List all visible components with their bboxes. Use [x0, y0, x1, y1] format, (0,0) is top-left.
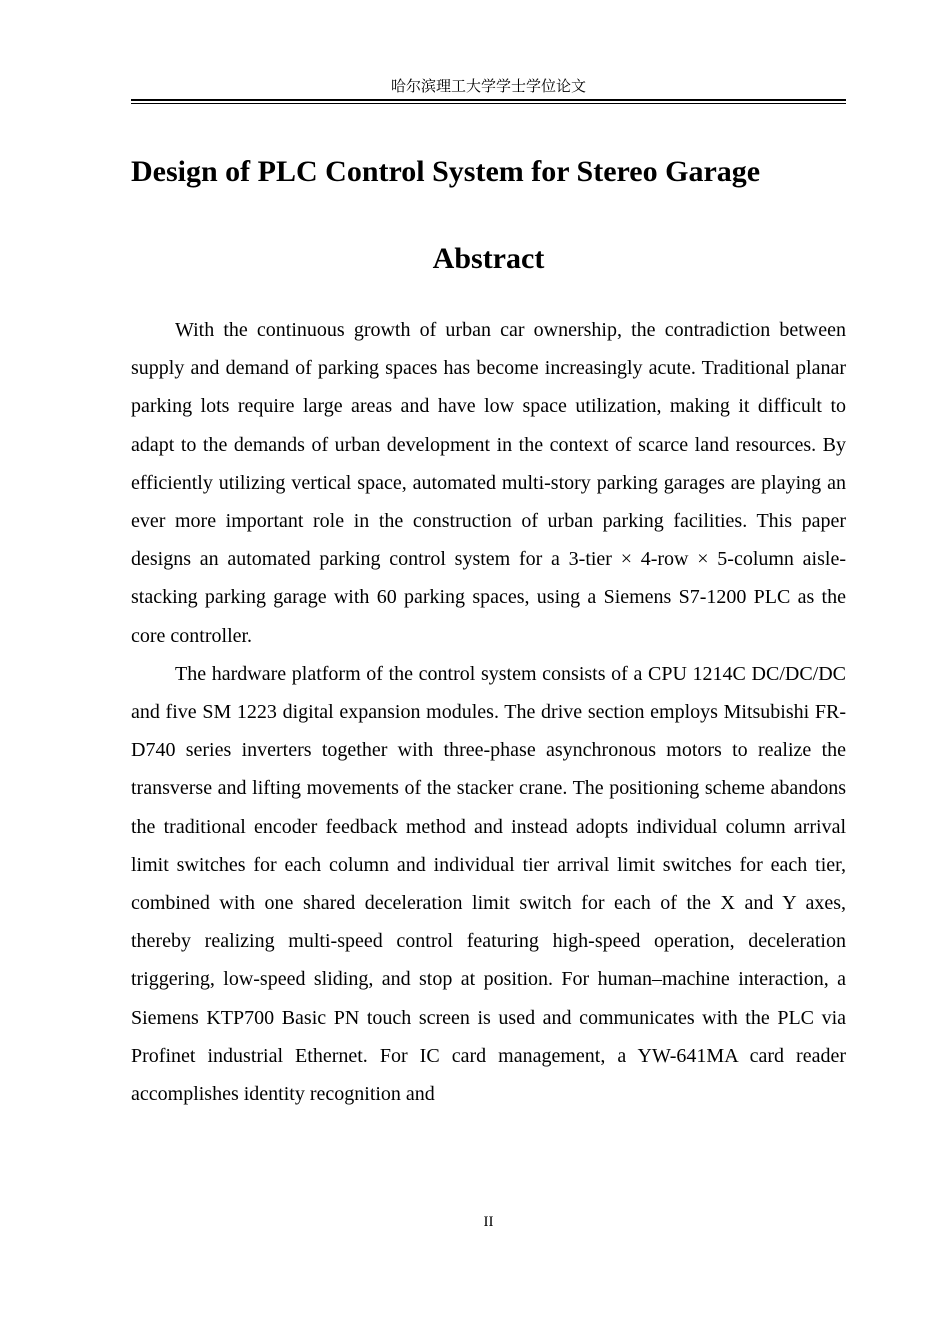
abstract-paragraph-2: The hardware platform of the control system consists of a CPU 1214C DC/DC/DC and five SM 1223 digital expansion modules. The drive section employs Mitsubishi FR-D740 series inverters together with three-phase asynchronous motors to realize the transverse and lifting movements of the stacker crane. The positioning scheme abandons the traditional encoder feedback method and instead adopts individual column arrival limit switches for each column and individual tier arrival limit switches for each tier, combined with one shared deceleration limit switch for each of the X and Y axes, thereby realizing multi-speed control featuring high-speed operation, deceleration triggering, low-speed sliding, and stop at position. For human–machine interaction, a Siemens KTP700 Basic PN touch screen is used and communicates with the PLC via Profinet industrial Ethernet. For IC card management, a YW-641MA card reader accomplishes identity recognition and: [131, 662, 846, 1106]
document-title: Design of PLC Control System for Stereo Garage: [131, 155, 761, 188]
abstract-heading: Abstract: [432, 242, 545, 275]
abstract-body: [131, 311, 846, 1113]
abstract-paragraph-1: With the continuous growth of urban car ownership, the contradiction between supply and demand of parking spaces has become increasingly acute. Traditional planar parking lots require large areas and have low space utilization, making it difficult to adapt to the demands of urban development in the context of scarce land resources. By efficiently utilizing vertical space, automated multi-story parking garages are playing an ever more important role in the construction of urban parking facilities. This paper designs an automated parking control system for a 3-tier × 4-row × 5-column aisle-stacking parking garage with 60 parking spaces, using a Siemens S7-1200 PLC as the core controller.: [131, 319, 846, 647]
running-header: 哈尔滨理工大学学士学位论文: [390, 79, 586, 95]
header-rule-thin: [131, 103, 846, 104]
header-rule-thick: [131, 99, 846, 101]
page-number: II: [483, 1214, 494, 1230]
